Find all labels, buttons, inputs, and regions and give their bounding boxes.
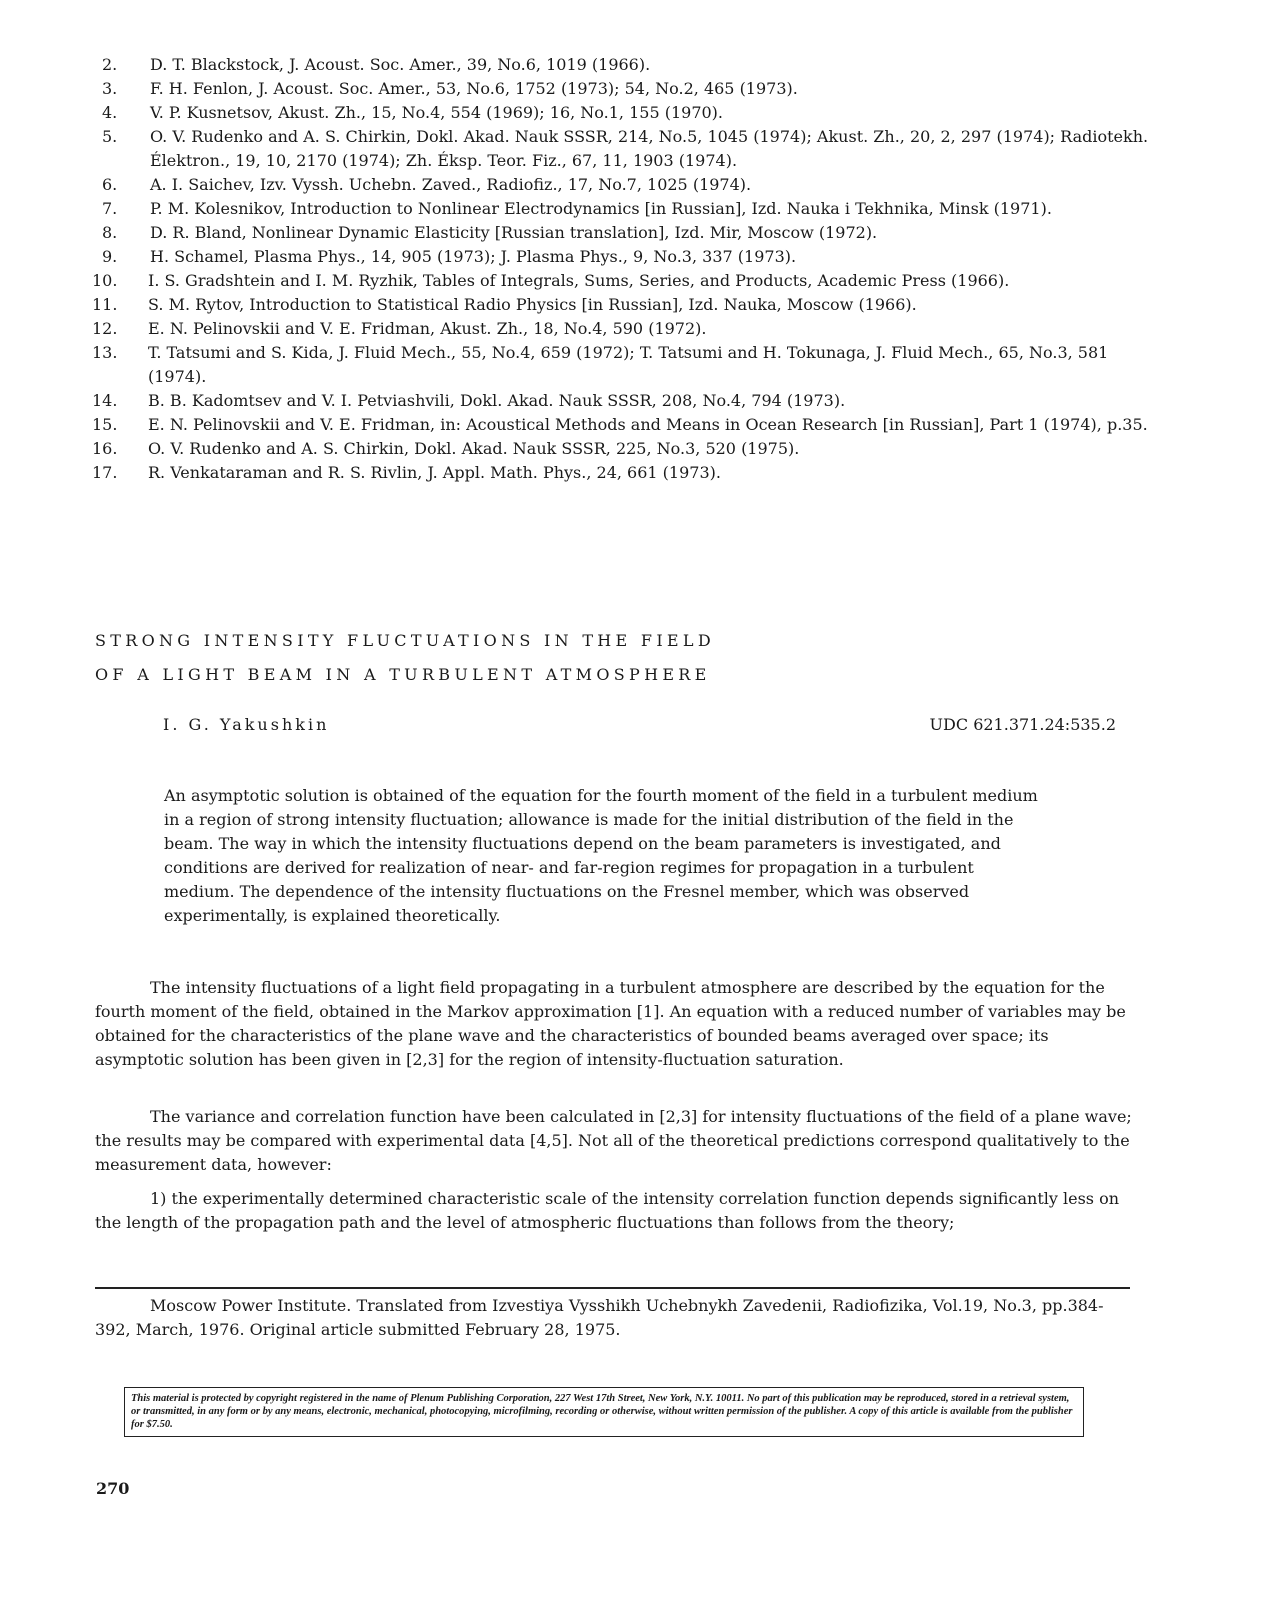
reference-number: 13. xyxy=(92,343,118,362)
reference-number: 12. xyxy=(92,319,118,338)
reference-item xyxy=(100,197,1160,221)
reference-number: 4. xyxy=(102,103,118,122)
author: I. G. Yakushkin xyxy=(163,715,330,734)
reference-text: D. T. Blackstock, J. Acoust. Soc. Amer., 39, No.6, 1019 (1966). xyxy=(150,55,651,74)
reference-item xyxy=(100,173,1160,197)
reference-text: I. S. Gradshtein and I. M. Ryzhik, Tables of Integrals, Sums, Series, and Products, Academic Press (1966). xyxy=(148,271,1010,290)
reference-item xyxy=(100,125,1160,173)
reference-text: R. Venkataraman and R. S. Rivlin, J. Appl. Math. Phys., 24, 661 (1973). xyxy=(148,463,721,482)
reference-text: O. V. Rudenko and A. S. Chirkin, Dokl. Akad. Nauk SSSR, 214, No.5, 1045 (1974); Akust. Zh., 20, 2, 297 (1974); Radiotekh. Élektron., 19, 10, 2170 (1974); Zh. Éksp. Teor. Fiz., 67, 11, 1903 (1974). xyxy=(150,127,1149,170)
copyright-notice: This material is protected by copyright registered in the name of Plenum Publishing Corporation, 227 West 17th Street, New York, N.Y. 10011. No part of this publication may be reproduced, stored in a retrieval system, or transmitted, in any form or by any means, electronic, mechanical, photocopying, microfilming, recording or otherwise, without written permission of the publisher. A copy of this article is available from the publisher for $7.50. xyxy=(124,1387,1084,1437)
article-title-line-2: OF A LIGHT BEAM IN A TURBULENT ATMOSPHERE xyxy=(95,665,711,684)
footnote: Moscow Power Institute. Translated from Izvestiya Vysshikh Uchebnykh Zavedenii, Radiofizika, Vol.19, No.3, pp.384-392, March, 1976. Original article submitted February 28, 1975. xyxy=(95,1296,1104,1339)
footnote-divider xyxy=(95,1287,1130,1289)
reference-item xyxy=(92,317,1160,341)
reference-item xyxy=(92,293,1160,317)
reference-item xyxy=(100,245,1160,269)
reference-number: 11. xyxy=(92,295,118,314)
reference-text: S. M. Rytov, Introduction to Statistical Radio Physics [in Russian], Izd. Nauka, Moscow (1966). xyxy=(148,295,917,314)
reference-number: 17. xyxy=(92,463,118,482)
reference-item xyxy=(100,77,1160,101)
body-paragraph: The variance and correlation function have been calculated in [2,3] for intensity fluctuations of the field of a plane wave; the results may be compared with experimental data [4,5]. Not all of the theoretical predictions correspond qualitatively to the measurement data, however: xyxy=(95,1107,1132,1174)
body-paragraph: 1) the experimentally determined characteristic scale of the intensity correlation function depends significantly less on the length of the propagation path and the level of atmospheric fluctuations than follows from the theory; xyxy=(95,1189,1120,1232)
reference-number: 14. xyxy=(92,391,118,410)
article-title-line-1: STRONG INTENSITY FLUCTUATIONS IN THE FIELD xyxy=(95,631,715,650)
reference-item xyxy=(92,461,1160,485)
abstract: An asymptotic solution is obtained of the equation for the fourth moment of the field in a turbulent medium in a region of strong intensity fluctuation; allowance is made for the initial distribution of the field in the beam. The way in which the intensity fluctuations depend on the beam parameters is investigated, and conditions are derived for realization of near- and far-region regimes for propagation in a turbulent medium. The dependence of the intensity fluctuations on the Fresnel member, which was observed experimentally, is explained theoretically. xyxy=(164,786,1038,925)
reference-number: 6. xyxy=(102,175,118,194)
reference-number: 16. xyxy=(92,439,118,458)
reference-item xyxy=(92,341,1160,389)
body-paragraph: The intensity fluctuations of a light field propagating in a turbulent atmosphere are described by the equation for the fourth moment of the field, obtained in the Markov approximation [1]. An equation with a reduced number of variables may be obtained for the characteristics of the plane wave and the characteristics of bounded beams averaged over space; its asymptotic solution has been given in [2,3] for the region of intensity-fluctuation saturation. xyxy=(95,978,1126,1069)
reference-text: E. N. Pelinovskii and V. E. Fridman, in: Acoustical Methods and Means in Ocean Research [in Russian], Part 1 (1974), p.35. xyxy=(148,415,1148,434)
reference-item xyxy=(92,437,1160,461)
reference-item xyxy=(92,389,1160,413)
reference-text: A. I. Saichev, Izv. Vyssh. Uchebn. Zaved., Radiofiz., 17, No.7, 1025 (1974). xyxy=(150,175,752,194)
reference-number: 8. xyxy=(102,223,118,242)
page-number: 270 xyxy=(96,1479,130,1498)
reference-text: V. P. Kusnetsov, Akust. Zh., 15, No.4, 554 (1969); 16, No.1, 155 (1970). xyxy=(150,103,724,122)
reference-item xyxy=(92,269,1160,293)
reference-number: 5. xyxy=(102,127,118,146)
reference-text: B. B. Kadomtsev and V. I. Petviashvili, Dokl. Akad. Nauk SSSR, 208, No.4, 794 (1973). xyxy=(148,391,846,410)
reference-item xyxy=(100,221,1160,245)
reference-text: F. H. Fenlon, J. Acoust. Soc. Amer., 53, No.6, 1752 (1973); 54, No.2, 465 (1973). xyxy=(150,79,798,98)
reference-number: 10. xyxy=(92,271,118,290)
reference-text: H. Schamel, Plasma Phys., 14, 905 (1973); J. Plasma Phys., 9, No.3, 337 (1973). xyxy=(150,247,797,266)
reference-number: 9. xyxy=(102,247,118,266)
reference-list xyxy=(92,53,1160,485)
reference-number: 7. xyxy=(102,199,118,218)
reference-text: P. M. Kolesnikov, Introduction to Nonlinear Electrodynamics [in Russian], Izd. Nauka i Tekhnika, Minsk (1971). xyxy=(150,199,1052,218)
reference-text: D. R. Bland, Nonlinear Dynamic Elasticity [Russian translation], Izd. Mir, Moscow (1972). xyxy=(150,223,878,242)
reference-number: 2. xyxy=(102,55,118,74)
reference-text: E. N. Pelinovskii and V. E. Fridman, Akust. Zh., 18, No.4, 590 (1972). xyxy=(148,319,707,338)
reference-item xyxy=(100,53,1160,77)
reference-item xyxy=(100,101,1160,125)
reference-item xyxy=(92,413,1160,437)
udc-code: UDC 621.371.24:535.2 xyxy=(929,715,1116,734)
reference-number: 3. xyxy=(102,79,118,98)
reference-text: O. V. Rudenko and A. S. Chirkin, Dokl. Akad. Nauk SSSR, 225, No.3, 520 (1975). xyxy=(148,439,800,458)
reference-text: T. Tatsumi and S. Kida, J. Fluid Mech., 55, No.4, 659 (1972); T. Tatsumi and H. Tokunaga, J. Fluid Mech., 65, No.3, 581 (1974). xyxy=(148,343,1109,386)
reference-number: 15. xyxy=(92,415,118,434)
